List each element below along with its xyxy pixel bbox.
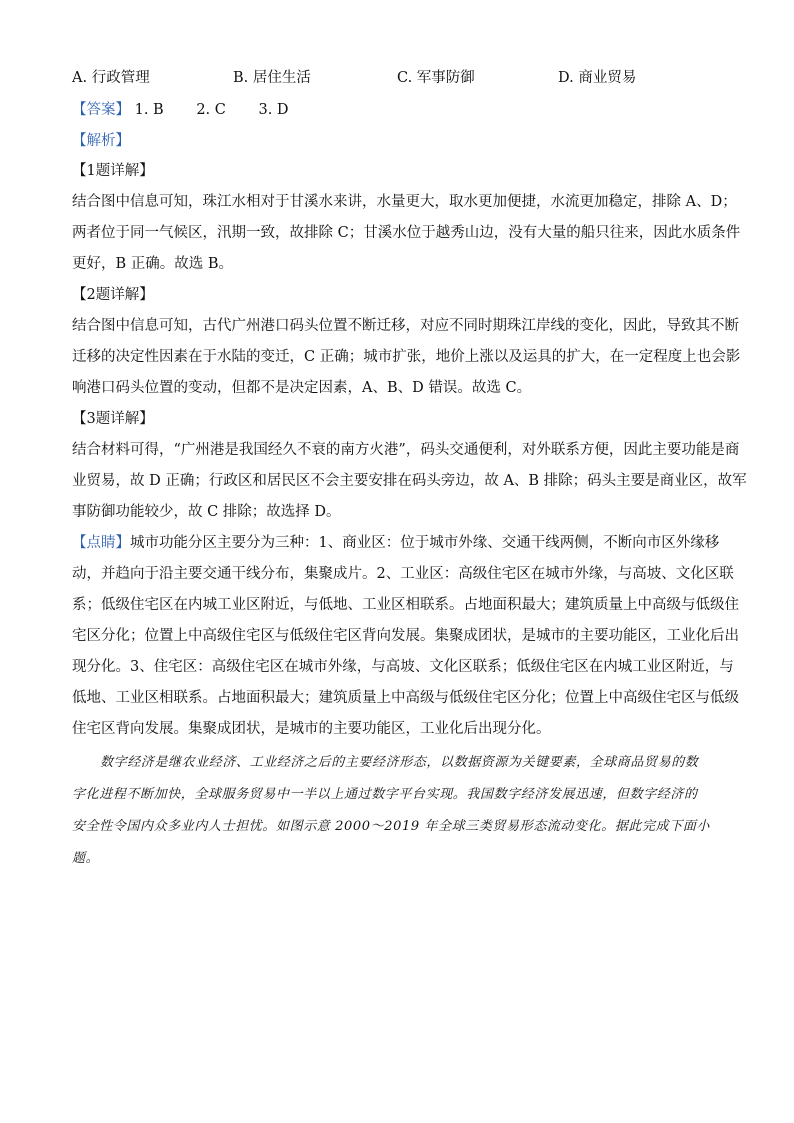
q2-line: 响港口码头位置的变动，但都不是决定因素，A、B、D 错误。故选 C。 (72, 380, 532, 396)
answer-row (72, 98, 317, 119)
answer-item: 2. C (196, 102, 226, 118)
answer-label: 【答案】 (72, 102, 130, 118)
option-b: B. 居住生活 (233, 70, 311, 86)
q2-header: 【2题详解】 (72, 287, 154, 303)
material-line: 数字经济是继农业经济、工业经济之后的主要经济形态，以数据资源为关键要素，全球商品贸易的数 (100, 755, 699, 770)
material-line: 字化进程不断加快，全球服务贸易中一半以上通过数字平台实现。我国数字经济发展迅速，但数字经济的 (72, 787, 698, 802)
tip-line: 低地、工业区相联系。占地面积最大；建筑质量上中高级与低级住宅区分化；位置上中高级住宅区与低级 (72, 690, 739, 706)
option-d: D. 商业贸易 (558, 70, 637, 86)
q3-line: 事防御功能较少，故 C 排除；故选择 D。 (72, 504, 341, 520)
answer-item: 3. D (258, 102, 289, 118)
q3-line: 结合材料可得，“广州港是我国经久不衰的南方火港”，码头交通便利，对外联系方便，因此主要功能是商 (72, 442, 740, 458)
material-line: 题。 (72, 851, 100, 866)
q1-line: 两者位于同一气候区，汛期一致，故排除 C；甘溪水位于越秀山边，没有大量的船只往来，因此水质条件 (72, 225, 741, 241)
q1-line: 结合图中信息可知，珠江水相对于甘溪水来讲，水量更大，取水更加便捷，水流更加稳定，排除 A、D； (72, 194, 737, 210)
tip-line: 动，并趋向于沿主要交通干线分布，集聚成片。2、工业区：高级住宅区在城市外缘，与高坡、文化区联 (72, 566, 734, 582)
tip-first-line (72, 533, 719, 553)
option-c: C. 军事防御 (397, 70, 475, 86)
tip-line: 系；低级住宅区在内城工业区附近，与低地、工业区相联系。占地面积最大；建筑质量上中高级与低级住 (72, 597, 739, 613)
tip-line: 现分化。3、住宅区：高级住宅区在城市外缘，与高坡、文化区联系；低级住宅区在内城工业区附近，与 (72, 659, 734, 675)
analysis-label: 【解析】 (72, 133, 130, 149)
option-a: A. 行政管理 (72, 70, 150, 86)
tip-label: 【点睛】 (72, 535, 130, 551)
tip-line: 住宅区背向发展。集聚成团状，是城市的主要功能区，工业化后出现分化。 (72, 721, 551, 737)
answer-item: 1. B (134, 102, 164, 118)
q3-header: 【3题详解】 (72, 411, 154, 427)
q1-header: 【1题详解】 (72, 163, 154, 179)
tip-line: 宅区分化；位置上中高级住宅区与低级住宅区背向发展。集聚成团状，是城市的主要功能区，工业化后出 (72, 628, 739, 644)
tip-text: 城市功能分区主要分为三种：1、商业区：位于城市外缘、交通干线两侧，不断向市区外缘移 (130, 535, 720, 551)
q3-line: 业贸易，故 D 正确；行政区和居民区不会主要安排在码头旁边，故 A、B 排除；码头主要是商业区，故军 (72, 473, 747, 489)
material-line: 安全性令国内众多业内人士担忧。如图示意 2000～2019 年全球三类贸易形态流动变化。据此完成下面小 (72, 819, 711, 834)
q2-line: 结合图中信息可知，古代广州港口码头位置不断迁移，对应不同时期珠江岸线的变化，因此，导致其不断 (72, 318, 739, 334)
q2-line: 迁移的决定性因素在于水陆的变迁，C 正确；城市扩张，地价上涨以及运具的扩大，在一定程度上也会影 (72, 349, 741, 365)
q1-line: 更好，B 正确。故选 B。 (72, 256, 234, 272)
